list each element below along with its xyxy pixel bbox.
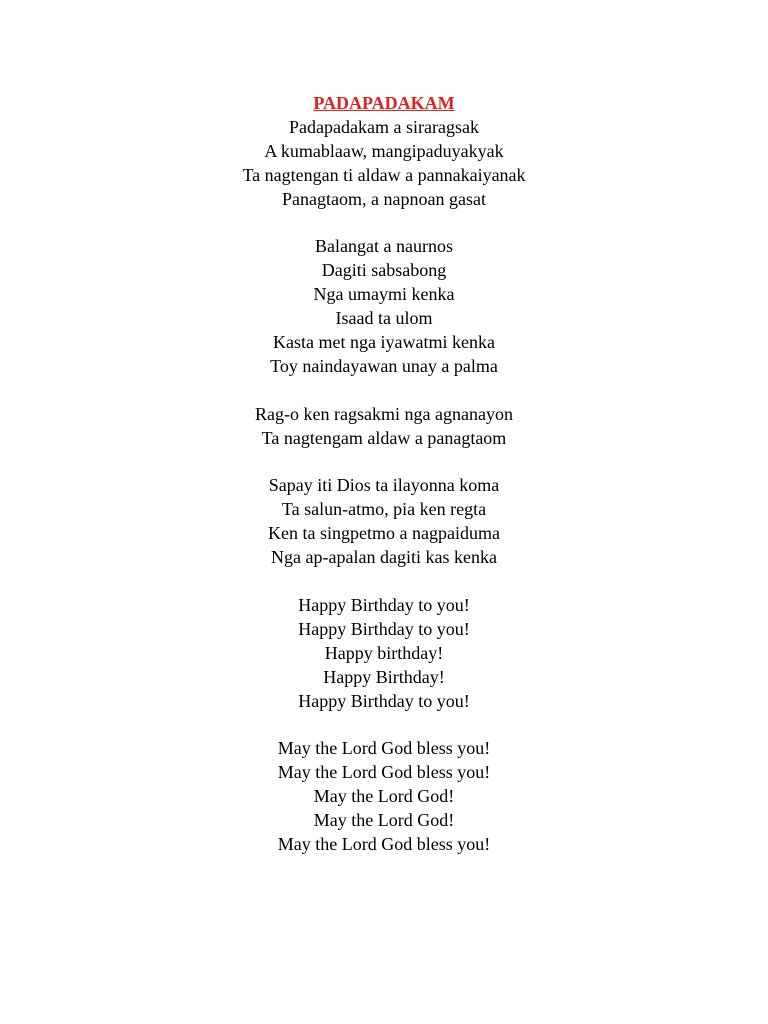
lyric-line: Nga umaymi kenka	[313, 284, 455, 305]
lyric-line: Happy Birthday to you!	[298, 618, 470, 639]
stanza	[0, 594, 768, 714]
lyric-line: Nga ap-apalan dagiti kas kenka	[271, 547, 497, 568]
lyric-line: Sapay iti Dios ta ilayonna koma	[268, 475, 500, 496]
lyric-line: Isaad ta ulom	[335, 308, 433, 329]
lyric-line: May the Lord God!	[313, 786, 455, 807]
lyric-line: A kumablaaw, mangipaduyakyak	[264, 140, 504, 161]
stanza	[0, 474, 768, 570]
lyric-line: Ta salun-atmo, pia ken regta	[281, 499, 487, 520]
lyric-line: Happy Birthday to you!	[298, 690, 470, 711]
lyric-line: Kasta met nga iyawatmi kenka	[273, 332, 495, 353]
lyric-line: Rag-o ken ragsakmi nga agnanayon	[255, 403, 513, 424]
stanza-list	[0, 116, 768, 857]
lyric-line: Happy Birthday!	[323, 666, 445, 687]
lyric-line: Happy Birthday to you!	[298, 594, 470, 615]
stanza	[0, 737, 768, 857]
lyric-line: Ken ta singpetmo a nagpaiduma	[268, 523, 500, 544]
lyric-line: Ta nagtengan ti aldaw a pannakaiyanak	[242, 164, 526, 185]
lyric-line: Toy naindayawan unay a palma	[270, 355, 498, 376]
lyric-line: Panagtaom, a napnoan gasat	[282, 188, 486, 209]
lyric-line: Ta nagtengam aldaw a panagtaom	[261, 427, 507, 448]
stanza	[0, 235, 768, 378]
lyric-line: Balangat a naurnos	[315, 236, 453, 257]
lyric-line: May the Lord God bless you!	[277, 738, 491, 759]
stanza	[0, 403, 768, 451]
song-text	[0, 92, 768, 881]
lyric-line: May the Lord God bless you!	[277, 834, 491, 855]
song-title: PADAPADAKAM	[313, 93, 455, 113]
lyric-line: May the Lord God!	[313, 810, 455, 831]
lyric-line: May the Lord God bless you!	[277, 762, 491, 783]
lyric-line: Padapadakam a siraragsak	[289, 116, 479, 137]
lyric-line: Happy birthday!	[324, 642, 444, 663]
lyric-line: Dagiti sabsabong	[321, 260, 447, 281]
stanza	[0, 116, 768, 212]
